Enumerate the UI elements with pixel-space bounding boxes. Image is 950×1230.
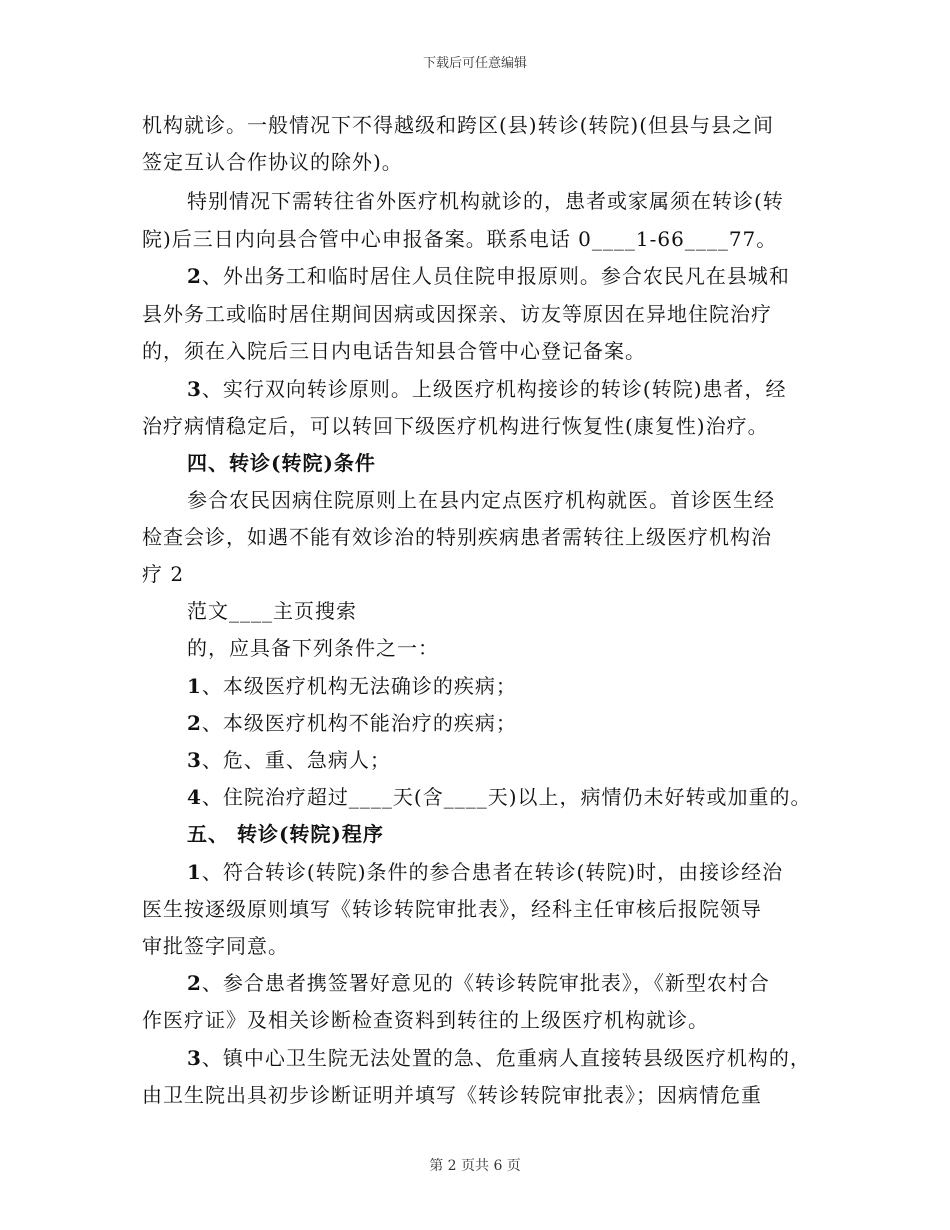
paragraph-line: 的，须在入院后三日内电话告知县合管中心登记备案。 [142, 339, 646, 363]
paragraph-line: 县外务工或临时居住期间因病或因探亲、访友等原因在异地住院治疗 [142, 302, 772, 326]
item-text: 、符合转诊(转院)条件的参合患者在转诊(转院)时，由接诊经治 [201, 860, 784, 884]
item-number: 1 [187, 674, 202, 698]
item-text: 、本级医疗机构不能治疗的疾病； [201, 711, 517, 735]
paragraph-line [187, 264, 790, 288]
paragraph-line: 医生按逐级原则填写《转诊转院审批表》，经科主任审核后报院领导 [142, 897, 762, 921]
item-number: 3 [187, 377, 202, 401]
list-item [187, 1046, 811, 1070]
page-footer: 第 2 页共 6 页 [429, 1158, 521, 1174]
list-item [187, 748, 391, 772]
paragraph-line [187, 377, 787, 401]
paragraph-line: 院)后三日内向县合管中心申报备案。联系电话 0____1-66____77。 [142, 227, 778, 251]
paragraph-line: 由卫生院出具初步诊断证明并填写《转诊转院审批表》；因病情危重 [142, 1083, 762, 1107]
paragraph-line: 机构就诊。一般情况下不得越级和跨区(县)转诊(转院)(但县与县之间 [142, 113, 775, 137]
item-number: 2 [187, 264, 202, 288]
item-number: 1 [187, 860, 202, 884]
paragraph-line: 检查会诊，如遇不能有效诊治的特别疾病患者需转往上级医疗机构治 [142, 525, 772, 549]
item-text: 、实行双向转诊原则。上级医疗机构接诊的转诊(转院)患者，经 [201, 377, 787, 401]
item-text: 、本级医疗机构无法确诊的疾病； [201, 674, 517, 698]
list-item [187, 674, 517, 698]
list-item [187, 711, 517, 735]
item-number: 4 [187, 785, 202, 809]
paragraph-line: 的，应具备下列条件之一： [187, 636, 439, 660]
item-number: 2 [187, 711, 202, 735]
paragraph-line: 范文____主页搜索 [187, 599, 357, 623]
item-number: 3 [187, 748, 202, 772]
list-item [187, 785, 812, 809]
paragraph-line: 审批签字同意。 [142, 934, 289, 958]
item-number: 3 [187, 1046, 202, 1070]
paragraph-line: 作医疗证》及相关诊断检查资料到转往的上级医疗机构就诊。 [142, 1008, 709, 1032]
section-heading: 四、转诊(转院)条件 [187, 451, 376, 475]
item-text: 、镇中心卫生院无法处置的急、危重病人直接转县级医疗机构的， [201, 1046, 811, 1070]
paragraph-line: 疗 2 [142, 562, 185, 586]
item-text: 、外出务工和临时居住人员住院申报原则。参合农民凡在县城和 [201, 264, 790, 288]
section-heading: 五、 转诊(转院)程序 [187, 822, 384, 846]
item-text: 、参合患者携签署好意见的《转诊转院审批表》，《新型农村合 [201, 971, 770, 995]
list-item [187, 860, 783, 884]
page-header: 下载后可任意编辑 [422, 56, 527, 71]
paragraph-line: 参合农民因病住院原则上在县内定点医疗机构就医。首诊医生经 [187, 488, 775, 512]
list-item [187, 971, 770, 995]
paragraph-line: 签定互认合作协议的除外)。 [142, 150, 403, 174]
item-text: 、危、重、急病人； [201, 748, 391, 772]
item-text: 、住院治疗超过____天(含____天)以上，病情仍未好转或加重的。 [201, 785, 812, 809]
paragraph-line: 治疗病情稳定后，可以转回下级医疗机构进行恢复性(康复性)治疗。 [142, 414, 769, 438]
paragraph-line: 特别情况下需转往省外医疗机构就诊的，患者或家属须在转诊(转 [187, 189, 784, 213]
item-number: 2 [187, 971, 202, 995]
